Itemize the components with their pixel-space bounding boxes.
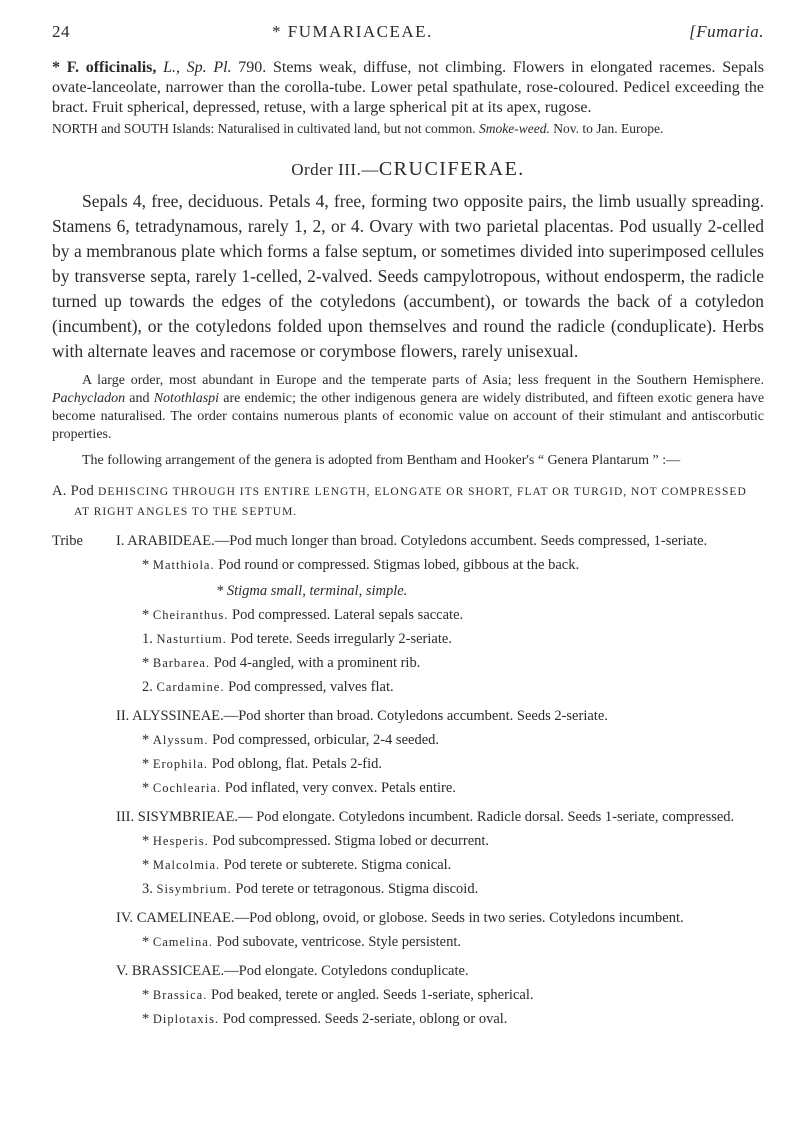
genus-name: Cochlearia. — [152, 781, 222, 795]
genus-description: Pod subcompressed. Stigma lobed or decurrent. — [212, 833, 490, 849]
genus-entry — [116, 731, 764, 750]
section-a-text: DEHISCING THROUGH ITS ENTIRE LENGTH, ELONGATE OR SHORT, FLAT OR TURGID, NOT COMPRESSED AT RIGHT ANGLES TO THE SEPTUM. — [74, 486, 747, 518]
genus-notothlaspi: Notothlaspi — [153, 391, 220, 406]
genus-name: Camelina. — [152, 935, 213, 949]
species-citation: L., Sp. Pl. — [163, 59, 232, 76]
order-note — [52, 372, 764, 444]
tribe-entry — [52, 707, 764, 798]
species-name: * F. officinalis, — [52, 59, 157, 76]
tribe-description: —Pod elongate. Cotyledons conduplicate. — [224, 963, 469, 979]
species-distribution: NORTH and SOUTH Islands: Naturalised in cultivated land, but not common. — [52, 121, 476, 136]
section-a-label: A. Pod — [52, 483, 95, 499]
species-distribution-line — [52, 120, 764, 138]
genus-entry — [116, 880, 764, 899]
tribe-heading — [116, 707, 764, 726]
tribe-numeral: III. — [116, 809, 135, 825]
tribe-name: BRASSICEAE. — [131, 963, 225, 979]
genus-marker: * — [142, 732, 150, 748]
tribe-numeral: I. — [116, 533, 125, 549]
genus-entry — [116, 779, 764, 798]
genus-name: Diplotaxis. — [152, 1012, 220, 1026]
species-common-name: Smoke-weed. — [479, 121, 550, 136]
tribe-name: ARABIDEAE. — [127, 533, 215, 549]
genus-description: Pod subovate, ventricose. Style persistent. — [216, 934, 461, 950]
genus-marker: * — [142, 780, 150, 796]
genus-description: Pod terete or subterete. Stigma conical. — [223, 857, 452, 873]
genus-entry — [116, 654, 764, 673]
genus-marker: * — [142, 557, 150, 573]
tribe-description: —Pod much longer than broad. Cotyledons accumbent. Seeds compressed, 1-seriate. — [214, 533, 708, 549]
species-description: 790. Stems weak, diffuse, not climbing. Flowers in elongated racemes. Sepals ovate-lanceolate, narrower than the corolla-tube. Lower petal spathulate, rose-coloured. Pedicel exceeding the bract. Fruit spherical, depressed, retuse, with a large spherical pit at its apex, rugose. — [52, 59, 765, 116]
genus-description: Pod 4-angled, with a prominent rib. — [213, 655, 421, 671]
genus-name: Matthiola. — [152, 558, 215, 572]
genus-marker: * — [142, 756, 150, 772]
genus-name: Hesperis. — [152, 834, 209, 848]
genus-marker: * — [142, 934, 150, 950]
tribe-description: —Pod shorter than broad. Cotyledons accumbent. Seeds 2-seriate. — [223, 708, 608, 724]
genus-entry — [116, 832, 764, 851]
genus-description: Pod round or compressed. Stigmas lobed, gibbous at the back. — [218, 557, 580, 573]
genus-name: Barbarea. — [152, 656, 211, 670]
species-entry — [52, 58, 764, 138]
tribe-list — [52, 532, 764, 1029]
note-and: and — [129, 391, 150, 406]
genus-pachycladon: Pachycladon — [52, 391, 126, 406]
order-heading — [52, 158, 764, 181]
species-season: Nov. to Jan. Europe. — [553, 121, 664, 136]
tribe-entry — [52, 808, 764, 899]
genus-description: Pod compressed, valves flat. — [228, 679, 394, 695]
tribe-name: CAMELINEAE. — [136, 910, 235, 926]
genus-description: Pod compressed. Seeds 2-seriate, oblong or oval. — [222, 1011, 508, 1027]
genus-marker: 2. — [142, 679, 153, 695]
order-name: CRUCIFERAE. — [378, 158, 525, 180]
section-a-heading — [52, 482, 764, 522]
tribe-numeral: V. — [116, 963, 129, 979]
genus-name: Brassica. — [152, 988, 208, 1002]
genus-description: Pod terete or tetragonous. Stigma discoid. — [235, 881, 479, 897]
genus-marker: * — [142, 987, 150, 1003]
genus-marker: * — [142, 1011, 150, 1027]
page — [52, 22, 764, 1029]
genus-name: Alyssum. — [152, 733, 209, 747]
genus-entry — [116, 1010, 764, 1029]
tribe-label: Tribe — [52, 533, 83, 549]
arrangement-note: The following arrangement of the genera is adopted from Bentham and Hooker's “ Genera Plantarum ” :— — [82, 453, 681, 468]
genus-entry — [116, 556, 764, 575]
genus-entry — [116, 678, 764, 697]
genus-name: Nasturtium. — [156, 632, 227, 646]
genus-name: Sisymbrium. — [156, 882, 232, 896]
order-prefix: Order III.— — [291, 160, 379, 179]
tribe-description: —Pod oblong, ovoid, or globose. Seeds in two series. Cotyledons incumbent. — [234, 910, 684, 926]
genus-marker: * — [142, 607, 150, 623]
genus-marker: * — [142, 655, 150, 671]
tribe-heading — [116, 962, 764, 981]
genus-name: Cardamine. — [156, 680, 225, 694]
note-text-1: A large order, most abundant in Europe and the temperate parts of Asia; less frequent in the Southern Hemisphere. — [82, 373, 764, 388]
genus-marker: 1. — [142, 631, 153, 647]
genus-marker: * — [142, 857, 150, 873]
genus-entry — [116, 986, 764, 1005]
genus-description: Pod terete. Seeds irregularly 2-seriate. — [230, 631, 452, 647]
genus-entry — [116, 630, 764, 649]
genus-entry — [116, 933, 764, 952]
genus-entry — [116, 755, 764, 774]
genus-description: Pod inflated, very convex. Petals entire. — [224, 780, 456, 796]
subgroup-heading: * Stigma small, terminal, simple. — [216, 583, 408, 599]
genus-entry — [116, 606, 764, 625]
tribe-heading — [116, 808, 764, 827]
genus-marker: 3. — [142, 881, 153, 897]
tribe-entry — [52, 909, 764, 952]
running-head — [52, 22, 764, 50]
genus-name: Malcolmia. — [152, 858, 221, 872]
tribe-entry — [52, 962, 764, 1029]
tribe-numeral: IV. — [116, 910, 134, 926]
family-heading: * FUMARIACEAE. — [272, 22, 433, 41]
order-description: Sepals 4, free, deciduous. Petals 4, free, forming two opposite pairs, the limb usually spreading. Stamens 6, tetradynamous, rarely 1, 2, or 4. Ovary with two parietal placentas. Pod usually 2-celled by a membranous plate which forms a false septum, or sometimes divided into superimposed cellules by transverse septa, rarely 1-celled, 2-valved. Seeds campylotropous, without endosperm, the radicle turned up towards the edges of the cotyledons (accumbent), or towards the back of a cotyledon (incumbent), or the cotyledons folded upon themselves and round the radicle (conduplicate). Herbs with alternate leaves and racemose or corymbose flowers, rarely unisexual. — [52, 191, 764, 361]
genus-marker: * — [142, 833, 150, 849]
tribe-name: ALYSSINEAE. — [132, 708, 224, 724]
genus-description: Pod compressed, orbicular, 2-4 seeded. — [212, 732, 440, 748]
genus-name: Erophila. — [152, 757, 209, 771]
genus-entry — [116, 856, 764, 875]
tribe-entry — [52, 532, 764, 697]
genus-description: Pod compressed. Lateral sepals saccate. — [232, 607, 464, 623]
note-text-2: are endemic; the other indigenous genera are widely distributed, and fifteen exotic genera have become naturalised. The order contains numerous plants of economic value on account of their stimulant and antiscorbutic properties. — [52, 391, 765, 442]
tribe-numeral: II. — [116, 708, 130, 724]
tribe-description: — Pod elongate. Cotyledons incumbent. Radicle dorsal. Seeds 1-seriate, compressed. — [238, 809, 735, 825]
genus-description: Pod oblong, flat. Petals 2-fid. — [211, 756, 383, 772]
tribe-heading — [116, 532, 764, 551]
tribe-heading — [116, 909, 764, 928]
genus-name: Cheiranthus. — [152, 608, 229, 622]
tribe-name: SISYMBRIEAE. — [137, 809, 239, 825]
page-number: 24 — [52, 22, 70, 41]
genus-description: Pod beaked, terete or angled. Seeds 1-seriate, spherical. — [210, 987, 534, 1003]
genus-heading: [Fumaria. — [689, 22, 764, 41]
